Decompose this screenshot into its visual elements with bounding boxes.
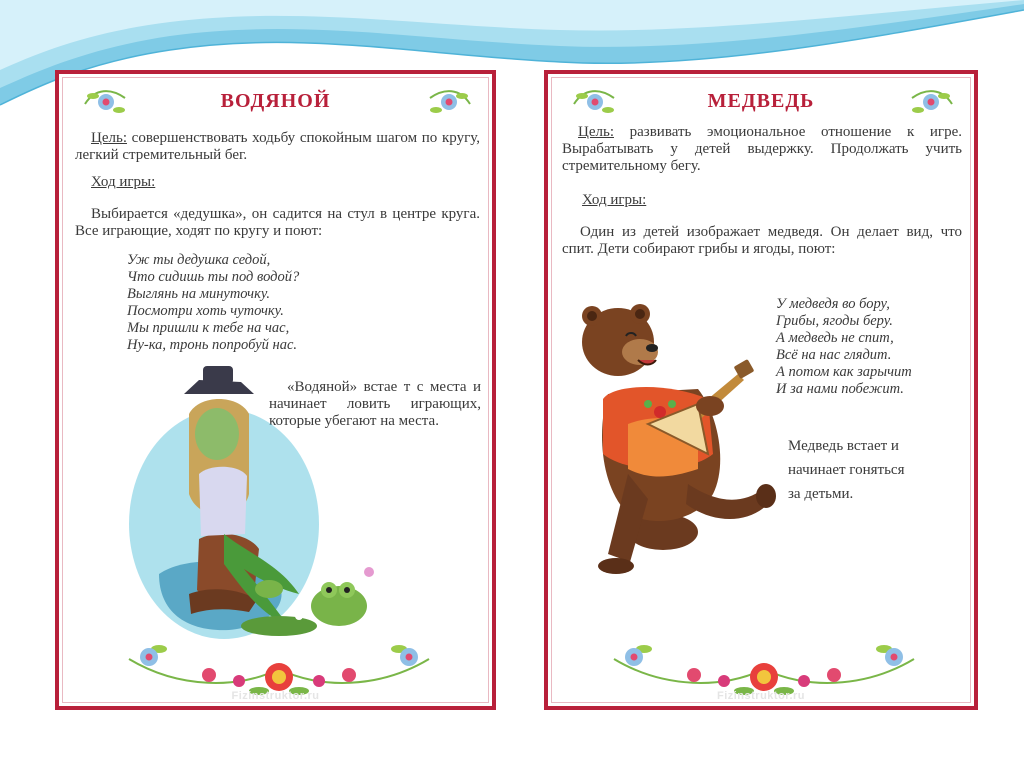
goal-label: Цель: — [578, 124, 614, 140]
goal-paragraph — [562, 124, 962, 175]
bear-illustration — [568, 304, 778, 589]
goal-text: развивать эмоциональное отношение к игре. Вырабатывать у детей выдержку. Продолжать учить стремительному бегу. — [562, 124, 962, 174]
card-vodyanoy — [55, 70, 496, 710]
intro-paragraph: Один из детей изображает медведя. Он делает вид, что спит. Дети собирают грибы и ягоды, поют: — [562, 224, 962, 257]
card-title: ВОДЯНОЙ — [220, 90, 331, 112]
poem-line: Выглянь на минуточку. — [127, 286, 271, 302]
course-label: Ход игры: — [582, 192, 647, 208]
poem-line: Посмотри хоть чуточку. — [127, 303, 284, 319]
goal-text: совершенствовать ходьбу спокойным шагом по кругу, легкий стремительный бег. — [75, 130, 480, 163]
poem-line: Ну-ка, тронь попробуй нас. — [127, 337, 298, 353]
poem-line: А медведь не спит, — [776, 330, 894, 346]
poem-line: У медведя во бору, — [776, 296, 890, 312]
poem-line: А потом как зарычит — [776, 364, 912, 380]
footer-watermark: Fizinstruktor.ru — [231, 690, 320, 702]
floral-ornament-decoration — [604, 629, 924, 699]
poem-line: Что сидишь ты под водой? — [127, 269, 300, 285]
footer-watermark: Fizinstruktor.ru — [716, 690, 806, 702]
poem-line: И за нами побежит. — [776, 381, 904, 397]
outro-line: за детьми. — [788, 486, 854, 502]
poem-line: Мы пришли к тебе на час, — [127, 320, 290, 336]
outro-line: начинает гоняться — [788, 462, 905, 478]
course-label: Ход игры: — [91, 174, 156, 190]
goal-paragraph — [75, 130, 480, 164]
outro-paragraph — [788, 434, 904, 506]
outro-paragraph: «Водяной» встае т с места и начинает ловить играющих, которые убегают на места. — [269, 379, 481, 429]
goal-label: Цель: — [91, 130, 127, 146]
poem-line: Грибы, ягоды беру. — [776, 313, 893, 329]
outro-line: Медведь встает и — [788, 438, 899, 454]
card-title: МЕДВЕДЬ — [707, 90, 815, 112]
card-medved — [544, 70, 978, 710]
poem — [776, 296, 912, 398]
poem-line: Всё на нас глядит. — [776, 347, 892, 363]
water-spirit-illustration — [129, 364, 359, 644]
intro-paragraph: Выбирается «дедушка», он садится на стул в центре круга. Все играющие, ходят по кругу и поют: — [75, 206, 480, 239]
poem — [127, 252, 299, 354]
poem-line: Уж ты дедушка седой, — [127, 252, 271, 268]
floral-ornament-decoration — [119, 629, 439, 699]
